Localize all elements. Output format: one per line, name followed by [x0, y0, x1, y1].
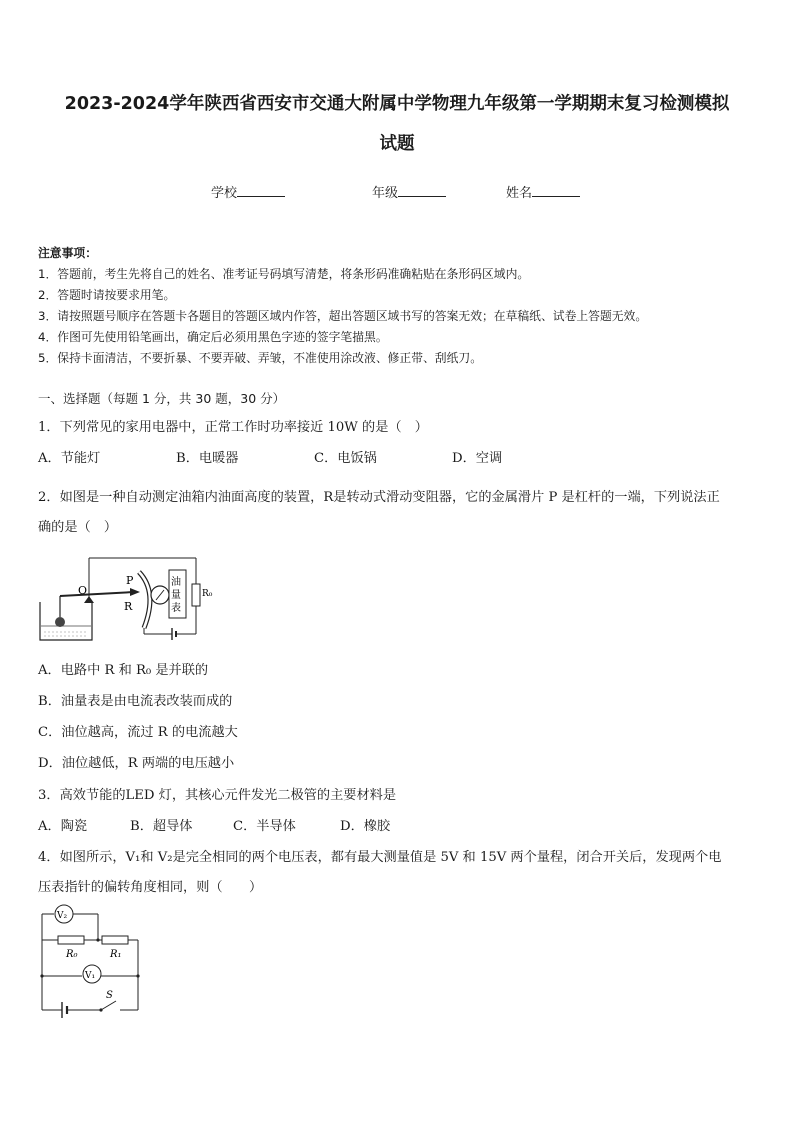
- label-o: O: [78, 584, 88, 597]
- switch-s: [101, 1001, 116, 1010]
- name-field: [506, 182, 580, 201]
- note-item-5: 5．保持卡面清洁，不要折暴、不要弄破、弄皱，不准使用涂改液、修正带、刮纸刀。: [38, 351, 482, 365]
- meter-label-2: 量: [171, 590, 181, 601]
- section-heading: 一、选择题（每题 1 分，共 30 题，30 分）: [38, 391, 286, 406]
- resistor-r0: [192, 584, 200, 606]
- q4-circuit-diagram: [38, 902, 150, 1026]
- q2-stem-line2: 确的是（ ）: [38, 520, 118, 535]
- page-title-line2: 试题: [379, 134, 415, 154]
- q3-option-b: B．超导体: [130, 819, 193, 834]
- q3-stem: 3．高效节能的LED 灯，其核心元件发光二极管的主要材料是: [38, 788, 397, 803]
- meter-label-1: 油: [171, 577, 181, 588]
- grade-blank: [398, 184, 446, 197]
- grade-field: [372, 182, 446, 201]
- label-s: S: [106, 990, 113, 1001]
- school-label: 学校: [211, 186, 238, 201]
- note-item-4: 4．作图可先使用铅笔画出，确定后必须用黑色字迹的签字笔描黑。: [38, 330, 388, 344]
- label-v1: V₁: [85, 971, 96, 981]
- q4-stem-line1: 4．如图所示，V₁和 V₂是完全相同的两个电压表，都有最大测量值是 5V 和 15V 两个量程，闭合开关后，发现两个电: [38, 850, 722, 865]
- note-item-1: 1．答题前，考生先将自己的姓名、准考证号码填写清楚，将条形码准确粘贴在条形码区域内。: [38, 267, 530, 281]
- q2-option-c: C．油位越高，流过 R 的电流越大: [38, 725, 238, 740]
- note-item-2: 2．答题时请按要求用笔。: [38, 288, 176, 302]
- q3-option-d: D．橡胶: [340, 819, 391, 834]
- grade-label: 年级: [372, 186, 399, 201]
- q1-option-c: C．电饭锅: [314, 451, 377, 466]
- slider-p-arrow: [130, 588, 140, 596]
- q1-stem: 1．下列常见的家用电器中，正常工作时功率接近 10W 的是（ ）: [38, 420, 428, 435]
- q2-option-d: D．油位越低，R 两端的电压越小: [38, 756, 235, 771]
- notes-heading: 注意事项：: [38, 246, 97, 260]
- label-p: P: [126, 574, 134, 587]
- school-field: [211, 182, 285, 201]
- q3-option-a: A．陶瓷: [38, 819, 88, 834]
- q2-oil-gauge-diagram: [36, 550, 216, 646]
- resistor-r1: [102, 936, 128, 944]
- q1-option-a: A．节能灯: [38, 451, 101, 466]
- q3-option-c: C．半导体: [233, 819, 296, 834]
- label-v2: V₂: [57, 911, 68, 921]
- resistor-r0: [58, 936, 84, 944]
- label-r0: R₀: [66, 949, 78, 960]
- float-ball: [55, 617, 65, 627]
- meter-label-3: 表: [171, 603, 181, 614]
- name-label: 姓名: [506, 186, 533, 201]
- name-blank: [532, 184, 580, 197]
- q1-option-b: B．电暖器: [176, 451, 239, 466]
- note-item-3: 3．请按照题号顺序在答题卡各题目的答题区域内作答，超出答题区域书写的答案无效；在草稿纸、试卷上答题无效。: [38, 309, 648, 323]
- oil-tank: [40, 602, 92, 640]
- q2-stem-line1: 2．如图是一种自动测定油箱内油面高度的装置，R是转动式滑动变阻器，它的金属滑片 P 是杠杆的一端，下列说法正: [38, 490, 720, 505]
- q2-option-a: A．电路中 R 和 R₀ 是并联的: [38, 663, 209, 678]
- label-r0: R₀: [202, 589, 213, 599]
- lever: [60, 592, 134, 596]
- q4-stem-line2: 压表指针的偏转角度相同，则（ ）: [38, 880, 263, 895]
- label-r: R: [124, 600, 133, 613]
- school-blank: [237, 184, 285, 197]
- q1-option-d: D．空调: [452, 451, 503, 466]
- q2-option-b: B．油量表是由电流表改装而成的: [38, 694, 233, 709]
- page-title-line1: 2023-2024学年陕西省西安市交通大附属中学物理九年级第一学期期末复习检测模拟: [64, 94, 730, 114]
- label-r1: R₁: [110, 949, 122, 960]
